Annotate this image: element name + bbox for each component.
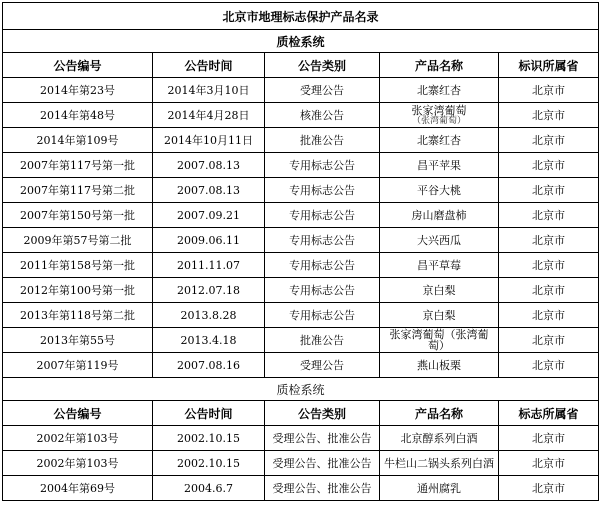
table-row [3, 78, 599, 103]
table-row [3, 128, 599, 153]
table-cell: 2007.09.21 [153, 203, 265, 228]
table-cell: 燕山板栗 [380, 353, 499, 378]
table-cell: 2002年第103号 [3, 451, 153, 476]
table-cell: 北京市 [499, 178, 599, 203]
table-cell: 批准公告 [265, 328, 380, 353]
table-cell: 2013.4.18 [153, 328, 265, 353]
table-cell: 专用标志公告 [265, 278, 380, 303]
header-cell: 公告时间 [153, 53, 265, 78]
table-cell: 2013年第55号 [3, 328, 153, 353]
table-cell: 2007.08.13 [153, 178, 265, 203]
header-cell: 产品名称 [380, 401, 499, 426]
table-cell: 平谷大桃 [380, 178, 499, 203]
table-cell: 房山磨盘柿 [380, 203, 499, 228]
table-cell: 昌平苹果 [380, 153, 499, 178]
table-cell: 受理公告 [265, 353, 380, 378]
table-cell: 2007年第150号第一批 [3, 203, 153, 228]
table-cell: 2002年第103号 [3, 426, 153, 451]
table-title-row [3, 3, 599, 30]
product-alias-note: （张湾葡萄） [411, 115, 466, 126]
table-cell: 2014年第23号 [3, 78, 153, 103]
table-row [3, 426, 599, 451]
table-rows [3, 78, 599, 501]
header-cell: 公告编号 [3, 401, 153, 426]
table-cell: 批准公告 [265, 128, 380, 153]
header-cell: 标志所属省 [499, 401, 599, 426]
table-cell: 2014年第109号 [3, 128, 153, 153]
table-cell: 2009.06.11 [153, 228, 265, 253]
table-cell: 京白梨 [380, 278, 499, 303]
table-title: 北京市地理标志保护产品名录 [3, 3, 599, 30]
table-cell: 北京市 [499, 476, 599, 501]
table-cell: 2007.08.16 [153, 353, 265, 378]
table-cell: 北京市 [499, 426, 599, 451]
table-cell: 北京市 [499, 228, 599, 253]
table-cell: 专用标志公告 [265, 253, 380, 278]
table-row [3, 178, 599, 203]
product-table [2, 2, 599, 501]
table-cell: 2007年第119号 [3, 353, 153, 378]
table-cell: 核准公告 [265, 103, 380, 128]
table-cell: 2002.10.15 [153, 426, 265, 451]
table-body [3, 3, 599, 78]
table-cell: 通州腐乳 [380, 476, 499, 501]
table-cell: 2013年第118号第二批 [3, 303, 153, 328]
table-cell: 专用标志公告 [265, 153, 380, 178]
table-row [3, 278, 599, 303]
table-cell: 张家湾葡萄 （张湾葡萄） [380, 103, 499, 128]
table-cell: 京白梨 [380, 303, 499, 328]
section-row [3, 378, 599, 401]
table-cell: 昌平草莓 [380, 253, 499, 278]
table-cell: 2014年第48号 [3, 103, 153, 128]
section-title: 质检系统 [3, 378, 599, 401]
table-cell: 北京市 [499, 153, 599, 178]
table-cell: 北京市 [499, 353, 599, 378]
table-cell: 2012.07.18 [153, 278, 265, 303]
table-cell: 北京市 [499, 253, 599, 278]
section-row [3, 30, 599, 53]
table-row [3, 253, 599, 278]
table-row [3, 303, 599, 328]
table-cell: 大兴西瓜 [380, 228, 499, 253]
header-cell: 公告类别 [265, 53, 380, 78]
table-cell: 北寨红杏 [380, 128, 499, 153]
table-cell: 北京市 [499, 128, 599, 153]
table-cell: 张家湾葡萄（张湾葡萄） [380, 328, 499, 353]
table-cell: 北京市 [499, 103, 599, 128]
header-row [3, 401, 599, 426]
table-cell: 北京市 [499, 451, 599, 476]
table-cell: 北京市 [499, 303, 599, 328]
table-cell: 专用标志公告 [265, 203, 380, 228]
table-row [3, 353, 599, 378]
table-cell: 受理公告、批准公告 [265, 451, 380, 476]
table-cell: 2011.11.07 [153, 253, 265, 278]
header-cell: 公告时间 [153, 401, 265, 426]
section-title: 质检系统 [3, 30, 599, 53]
table-cell: 北京醇系列白酒 [380, 426, 499, 451]
table-cell: 专用标志公告 [265, 303, 380, 328]
header-cell: 公告类别 [265, 401, 380, 426]
table-cell: 2004年第69号 [3, 476, 153, 501]
table-cell: 专用标志公告 [265, 228, 380, 253]
table-cell: 2007年第117号第二批 [3, 178, 153, 203]
table-cell: 2007年第117号第一批 [3, 153, 153, 178]
table-cell: 受理公告、批准公告 [265, 476, 380, 501]
table-cell: 受理公告、批准公告 [265, 426, 380, 451]
table-cell: 2007.08.13 [153, 153, 265, 178]
table-cell: 2002.10.15 [153, 451, 265, 476]
table-cell: 北京市 [499, 278, 599, 303]
table-cell: 2004.6.7 [153, 476, 265, 501]
table-cell: 2011年第158号第一批 [3, 253, 153, 278]
header-row [3, 53, 599, 78]
table-cell: 2014年3月10日 [153, 78, 265, 103]
table-cell: 专用标志公告 [265, 178, 380, 203]
table-row [3, 228, 599, 253]
table-cell: 2014年4月28日 [153, 103, 265, 128]
header-cell: 产品名称 [380, 53, 499, 78]
table-cell: 北京市 [499, 203, 599, 228]
table-cell: 北京市 [499, 328, 599, 353]
table-cell: 2014年10月11日 [153, 128, 265, 153]
table-row [3, 103, 599, 128]
table-cell: 受理公告 [265, 78, 380, 103]
table-cell: 2012年第100号第一批 [3, 278, 153, 303]
table-cell: 2009年第57号第二批 [3, 228, 153, 253]
table-row [3, 451, 599, 476]
table-cell: 北寨红杏 [380, 78, 499, 103]
table-row [3, 203, 599, 228]
header-cell: 标识所属省 [499, 53, 599, 78]
table-row [3, 328, 599, 353]
header-cell: 公告编号 [3, 53, 153, 78]
table-cell: 北京市 [499, 78, 599, 103]
table-cell: 牛栏山二锅头系列白酒 [380, 451, 499, 476]
table-cell: 2013.8.28 [153, 303, 265, 328]
table-row [3, 153, 599, 178]
table-row [3, 476, 599, 501]
